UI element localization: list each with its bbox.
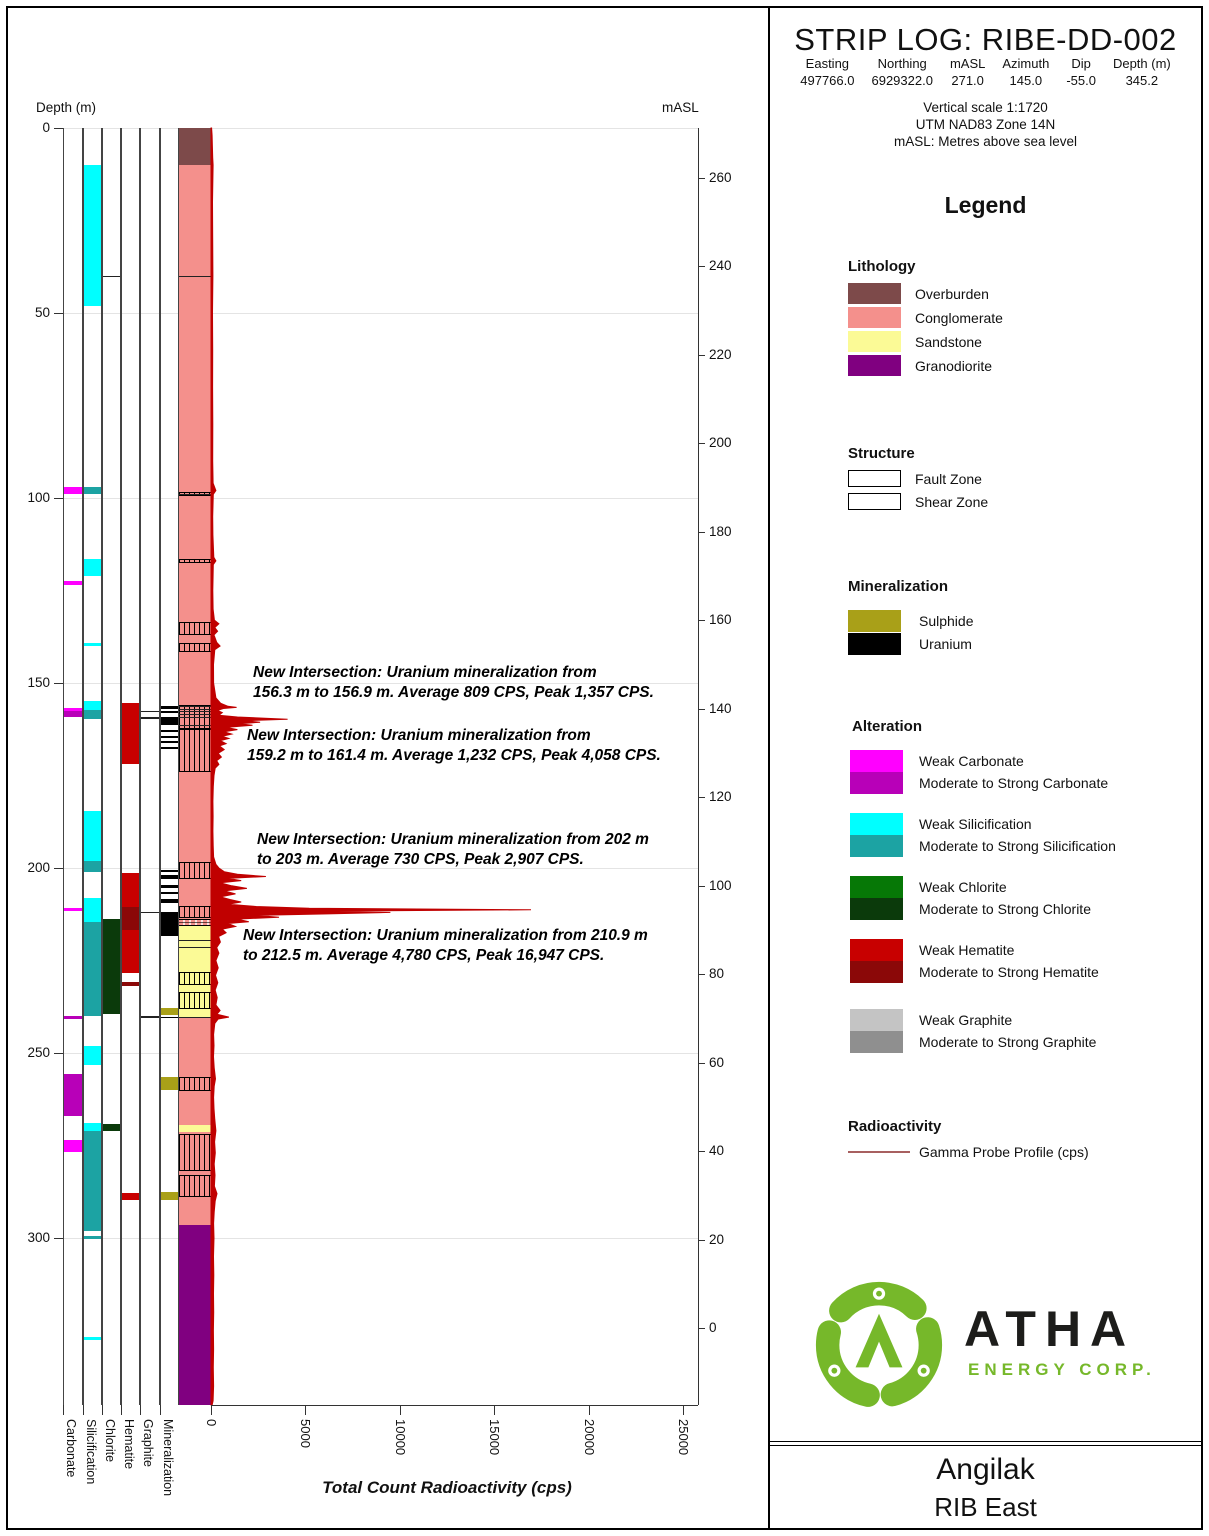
track-bottom-tick bbox=[121, 1405, 122, 1415]
carbonate-interval-weak bbox=[64, 908, 82, 910]
track-label-carbonate: Carbonate bbox=[64, 1419, 78, 1478]
structure-fault-zone bbox=[179, 643, 211, 651]
lithology-boundary-line bbox=[179, 706, 211, 707]
legend-swatch-strong-chlorite bbox=[850, 898, 903, 920]
mineralization-interval-uranium bbox=[161, 747, 178, 749]
legend-label-weak-hematite: Weak Hematite bbox=[919, 942, 1015, 958]
collar-field-label: mASL bbox=[949, 56, 986, 71]
intersection-annotation-2 bbox=[247, 726, 661, 766]
structure-fault-zone bbox=[179, 972, 211, 985]
cps-tick-label: 5000 bbox=[298, 1419, 313, 1448]
cps-tick bbox=[589, 1405, 590, 1415]
collar-field-value: -55.0 bbox=[1066, 72, 1096, 88]
legend-mineralization-heading: Mineralization bbox=[848, 578, 949, 595]
masl-tick-label: 240 bbox=[709, 258, 732, 273]
structure-fault-zone bbox=[179, 906, 211, 918]
masl-tick bbox=[698, 886, 705, 887]
masl-tick bbox=[698, 443, 705, 444]
collar-field-northing bbox=[871, 56, 932, 90]
annotation-line: to 212.5 m. Average 4,780 CPS, Peak 16,947 CPS. bbox=[243, 946, 605, 964]
masl-tick bbox=[698, 1328, 705, 1329]
masl-tick bbox=[698, 709, 705, 710]
masl-tick-label: 260 bbox=[709, 170, 732, 185]
legend-swatch-weak-silicification bbox=[850, 813, 903, 835]
legend-swatch-weak-chlorite bbox=[850, 876, 903, 898]
masl-tick bbox=[698, 355, 705, 356]
carbonate-interval-weak bbox=[64, 581, 82, 584]
legend-label-strong-hematite: Moderate to Strong Hematite bbox=[919, 964, 1099, 980]
graphite-interval-line bbox=[141, 1016, 159, 1017]
legend-swatch-conglomerate bbox=[848, 307, 901, 328]
panel-divider bbox=[768, 6, 770, 1528]
hematite-interval-weak bbox=[122, 930, 139, 973]
legend-label-weak-chlorite: Weak Chlorite bbox=[919, 879, 1007, 895]
depth-tick bbox=[54, 1053, 63, 1054]
lithology-boundary-line bbox=[179, 714, 211, 715]
track-hematite bbox=[121, 128, 140, 1405]
legend-swatch-strong-hematite bbox=[850, 961, 903, 983]
masl-tick-label: 60 bbox=[709, 1055, 725, 1070]
annotation-line: New Intersection: Uranium mineralization from bbox=[253, 664, 597, 681]
collar-field-label: Easting bbox=[805, 56, 850, 71]
collar-field-value: 497766.0 bbox=[800, 72, 855, 88]
legend-alteration-heading: Alteration bbox=[852, 718, 923, 735]
cps-tick-label: 20000 bbox=[582, 1419, 597, 1456]
silicification-interval-weak bbox=[84, 1046, 101, 1066]
depth-tick bbox=[54, 498, 63, 499]
silicification-interval-strong bbox=[84, 922, 101, 1016]
masl-tick-label: 120 bbox=[709, 789, 732, 804]
legend-structure-heading: Structure bbox=[848, 445, 915, 462]
depth-tick-label: 100 bbox=[27, 490, 50, 505]
cps-tick-label: 10000 bbox=[393, 1419, 408, 1456]
depth-tick bbox=[54, 128, 63, 129]
cps-axis-title: Total Count Radioactivity (cps) bbox=[322, 1478, 572, 1497]
collar-field-value: 271.0 bbox=[951, 72, 984, 88]
carbonate-interval-weak bbox=[64, 487, 82, 494]
cps-tick bbox=[494, 1405, 495, 1415]
collar-field-easting bbox=[800, 56, 854, 90]
intersection-annotation-4 bbox=[243, 926, 648, 966]
lithology-boundary-line bbox=[179, 940, 211, 941]
note-masl-def: mASL: Metres above sea level bbox=[893, 134, 1078, 149]
annotation-line: New Intersection: Uranium mineralization from bbox=[247, 727, 591, 744]
collar-field-label: Azimuth bbox=[1002, 56, 1050, 71]
depth-tick-label: 250 bbox=[27, 1045, 50, 1060]
track-carbonate bbox=[63, 128, 83, 1405]
intersection-annotation-3 bbox=[257, 830, 649, 870]
carbonate-interval-strong bbox=[64, 1016, 82, 1019]
structure-fault-zone bbox=[179, 1077, 211, 1091]
masl-tick bbox=[698, 1151, 705, 1152]
cps-tick bbox=[211, 1405, 212, 1415]
masl-tick-label: 200 bbox=[709, 435, 732, 450]
gamma-line-swatch bbox=[848, 1151, 910, 1153]
collar-field-value: 6929322.0 bbox=[871, 72, 933, 88]
legend-label-granodiorite: Granodiorite bbox=[915, 358, 993, 374]
footer-divider-bottom bbox=[770, 1445, 1201, 1446]
masl-tick bbox=[698, 1063, 705, 1064]
silicification-interval-weak bbox=[84, 701, 101, 711]
legend-label-strong-silicification: Moderate to Strong Silicification bbox=[919, 838, 1116, 854]
legend-swatch-shear-zone bbox=[848, 493, 901, 510]
lithology-interval-granodiorite bbox=[179, 1225, 211, 1405]
depth-tick-label: 150 bbox=[27, 675, 50, 690]
mineralization-interval-uranium bbox=[161, 706, 178, 708]
legend-label-fault-zone: Fault Zone bbox=[915, 471, 982, 487]
masl-tick-label: 140 bbox=[709, 701, 732, 716]
lithology-interval-conglomerate bbox=[179, 1017, 211, 1124]
mineralization-interval-uranium bbox=[161, 892, 178, 895]
masl-tick bbox=[698, 1240, 705, 1241]
masl-tick-label: 40 bbox=[709, 1143, 725, 1158]
depth-tick bbox=[54, 683, 63, 684]
lithology-boundary-line bbox=[179, 709, 211, 710]
graphite-interval-line bbox=[141, 717, 159, 718]
structure-fault-zone bbox=[179, 729, 211, 772]
depth-axis-title: Depth (m) bbox=[36, 100, 97, 115]
collar-field-dip bbox=[1066, 56, 1096, 90]
legend-swatch-granodiorite bbox=[848, 355, 901, 376]
mineralization-interval-uranium bbox=[161, 736, 178, 738]
mineralization-interval-uranium bbox=[161, 1017, 178, 1019]
collar-info-table bbox=[778, 56, 1193, 90]
masl-axis-line bbox=[698, 128, 699, 1405]
graphite-interval-line bbox=[141, 711, 159, 712]
cps-axis-line bbox=[211, 1405, 698, 1406]
carbonate-interval-strong bbox=[64, 1074, 82, 1115]
track-label-graphite: Graphite bbox=[141, 1419, 155, 1467]
footer-project: Angilak bbox=[936, 1453, 1035, 1486]
legend-swatch-weak-hematite bbox=[850, 939, 903, 961]
legend-label-overburden: Overburden bbox=[915, 286, 989, 302]
depth-tick-label: 300 bbox=[27, 1230, 50, 1245]
legend-label-sulphide: Sulphide bbox=[919, 613, 974, 629]
annotation-line: New Intersection: Uranium mineralization from 202 m bbox=[257, 831, 649, 848]
structure-fault-zone bbox=[179, 559, 211, 563]
legend-label-shear-zone: Shear Zone bbox=[915, 494, 989, 510]
collar-field-azimuth bbox=[1002, 56, 1049, 90]
collar-field-depthm bbox=[1113, 56, 1171, 90]
masl-tick bbox=[698, 797, 705, 798]
lithology-boundary-line bbox=[179, 717, 211, 718]
masl-tick bbox=[698, 532, 705, 533]
collar-field-value: 345.2 bbox=[1125, 72, 1159, 88]
legend-swatch-sandstone bbox=[848, 331, 901, 352]
cps-tick-label: 25000 bbox=[676, 1419, 691, 1456]
legend-swatch-fault-zone bbox=[848, 470, 901, 487]
silicification-interval-strong bbox=[84, 861, 101, 872]
mineralization-interval-uranium bbox=[161, 899, 178, 903]
track-label-silicification: Silicification bbox=[84, 1419, 98, 1485]
silicification-interval-weak bbox=[84, 811, 101, 861]
masl-tick bbox=[698, 620, 705, 621]
annotation-line: 159.2 m to 161.4 m. Average 1,232 CPS, Peak 4,058 CPS. bbox=[247, 746, 661, 764]
hematite-interval-weak bbox=[122, 1193, 139, 1200]
legend-radioactivity-heading: Radioactivity bbox=[848, 1118, 942, 1135]
silicification-interval-weak bbox=[84, 643, 101, 646]
graphite-interval-line bbox=[141, 912, 159, 913]
note-utm-zone: UTM NAD83 Zone 14N bbox=[915, 117, 1056, 132]
mineralization-interval-sulphide bbox=[161, 1192, 178, 1201]
masl-tick-label: 160 bbox=[709, 612, 732, 627]
carbonate-interval-strong bbox=[64, 711, 82, 717]
carbonate-interval-weak bbox=[64, 1140, 82, 1152]
lithology-interval-sandstone bbox=[179, 1125, 211, 1132]
collar-field-label: Dip bbox=[1071, 56, 1091, 71]
legend-lithology-heading: Lithology bbox=[848, 258, 916, 275]
silicification-interval-weak bbox=[84, 898, 101, 922]
mineralization-interval-uranium bbox=[161, 717, 178, 725]
depth-tick bbox=[54, 868, 63, 869]
legend-swatch-weak-carbonate bbox=[850, 750, 903, 772]
masl-tick bbox=[698, 974, 705, 975]
footer-area: RIB East bbox=[934, 1492, 1037, 1522]
silicification-interval-weak bbox=[84, 1337, 101, 1340]
lithology-boundary-line bbox=[179, 711, 211, 712]
masl-tick-label: 100 bbox=[709, 878, 732, 893]
chlorite-interval-line bbox=[103, 276, 120, 277]
hematite-interval-weak bbox=[122, 873, 139, 907]
structure-fault-zone bbox=[179, 622, 211, 635]
annotation-line: New Intersection: Uranium mineralization from 210.9 m bbox=[243, 927, 648, 944]
structure-fault-zone bbox=[179, 1134, 211, 1171]
masl-tick-label: 180 bbox=[709, 524, 732, 539]
track-label-chlorite: Chlorite bbox=[103, 1419, 117, 1463]
collar-field-label: Northing bbox=[877, 56, 927, 71]
lithology-boundary-line bbox=[179, 494, 211, 495]
track-mineralization bbox=[160, 128, 179, 1405]
cps-tick-label: 0 bbox=[204, 1419, 219, 1427]
silicification-interval-weak bbox=[84, 165, 101, 306]
atha-logo-icon bbox=[812, 1278, 946, 1412]
lithology-interval-overburden bbox=[179, 128, 211, 165]
track-bottom-tick bbox=[102, 1405, 103, 1415]
silicification-interval-strong bbox=[84, 487, 101, 494]
legend-radioactivity-label: Gamma Probe Profile (cps) bbox=[919, 1144, 1089, 1160]
intersection-annotation-1 bbox=[253, 663, 654, 703]
atha-logo-subtitle: ENERGY CORP. bbox=[968, 1360, 1156, 1379]
track-bottom-tick bbox=[63, 1405, 64, 1415]
silicification-interval-weak bbox=[84, 1123, 101, 1132]
mineralization-interval-uranium bbox=[161, 870, 178, 872]
mineralization-interval-uranium bbox=[161, 711, 178, 713]
structure-shear-zone bbox=[179, 919, 211, 925]
masl-tick bbox=[698, 178, 705, 179]
cps-tick bbox=[400, 1405, 401, 1415]
annotation-line: to 203 m. Average 730 CPS, Peak 2,907 CPS. bbox=[257, 850, 584, 868]
mineralization-interval-uranium bbox=[161, 730, 178, 732]
lithology-boundary-line bbox=[179, 1017, 211, 1018]
depth-tick-label: 50 bbox=[34, 305, 50, 320]
collar-field-value: 145.0 bbox=[1009, 72, 1043, 88]
masl-tick-label: 80 bbox=[709, 966, 725, 981]
collar-field-masl bbox=[950, 56, 985, 90]
mineralization-interval-uranium bbox=[161, 875, 178, 879]
footer-divider-top bbox=[770, 1441, 1201, 1442]
mineralization-interval-sulphide bbox=[161, 1008, 178, 1015]
annotation-line: 156.3 m to 156.9 m. Average 809 CPS, Peak 1,357 CPS. bbox=[253, 683, 654, 701]
masl-tick bbox=[698, 266, 705, 267]
structure-fault-zone bbox=[179, 862, 211, 879]
legend-swatch-strong-graphite bbox=[850, 1031, 903, 1053]
lithology-boundary-line bbox=[179, 725, 211, 726]
silicification-interval-strong bbox=[84, 710, 101, 718]
hematite-interval-strong bbox=[122, 982, 139, 986]
lithology-interval-conglomerate bbox=[179, 165, 211, 926]
legend-swatch-weak-graphite bbox=[850, 1009, 903, 1031]
masl-tick-label: 0 bbox=[709, 1320, 717, 1335]
page-title: STRIP LOG: RIBE-DD-002 bbox=[794, 22, 1177, 57]
legend-label-weak-carbonate: Weak Carbonate bbox=[919, 753, 1024, 769]
legend-label-strong-carbonate: Moderate to Strong Carbonate bbox=[919, 775, 1109, 791]
track-bottom-tick bbox=[83, 1405, 84, 1415]
masl-tick-label: 20 bbox=[709, 1232, 725, 1247]
legend-swatch-strong-carbonate bbox=[850, 772, 903, 794]
depth-tick bbox=[54, 313, 63, 314]
depth-tick-label: 200 bbox=[27, 860, 50, 875]
silicification-interval-strong bbox=[84, 1236, 101, 1239]
legend-label-conglomerate: Conglomerate bbox=[915, 310, 1003, 326]
depth-tick-label: 0 bbox=[42, 120, 50, 135]
legend-label-weak-silicification: Weak Silicification bbox=[919, 816, 1032, 832]
masl-axis-title: mASL bbox=[662, 100, 699, 115]
hematite-interval-weak bbox=[122, 703, 139, 765]
legend-swatch-overburden bbox=[848, 283, 901, 304]
track-chlorite bbox=[102, 128, 121, 1405]
atha-logo-wordmark: ATHA bbox=[964, 1301, 1136, 1357]
mineralization-interval-uranium bbox=[161, 741, 178, 743]
structure-fault-zone bbox=[179, 992, 211, 1009]
track-graphite bbox=[140, 128, 160, 1405]
legend-label-strong-graphite: Moderate to Strong Graphite bbox=[919, 1034, 1097, 1050]
legend-swatch-strong-silicification bbox=[850, 835, 903, 857]
legend-label-uranium: Uranium bbox=[919, 636, 972, 652]
mineralization-interval-sulphide bbox=[161, 1077, 178, 1090]
mineralization-interval-uranium bbox=[161, 912, 178, 935]
track-bottom-tick bbox=[140, 1405, 141, 1415]
masl-tick-label: 220 bbox=[709, 347, 732, 362]
cps-tick bbox=[683, 1405, 684, 1415]
silicification-interval-strong bbox=[84, 1131, 101, 1230]
gamma-probe-profile bbox=[211, 128, 698, 1405]
lithology-boundary-line bbox=[179, 947, 211, 948]
cps-tick bbox=[305, 1405, 306, 1415]
chlorite-interval-strong bbox=[103, 919, 120, 1014]
legend-label-strong-chlorite: Moderate to Strong Chlorite bbox=[919, 901, 1091, 917]
legend-swatch-sulphide bbox=[848, 610, 901, 632]
collar-field-label: Depth (m) bbox=[1112, 56, 1171, 71]
lithology-boundary-line bbox=[179, 276, 211, 277]
legend-title: Legend bbox=[944, 192, 1027, 218]
legend-swatch-uranium bbox=[848, 633, 901, 655]
track-label-hematite: Hematite bbox=[122, 1419, 136, 1470]
mineralization-interval-uranium bbox=[161, 885, 178, 888]
legend-label-weak-graphite: Weak Graphite bbox=[919, 1012, 1013, 1028]
chlorite-interval-strong bbox=[103, 1124, 120, 1131]
track-label-mineralization: Mineralization bbox=[161, 1419, 175, 1497]
hematite-interval-strong bbox=[122, 907, 139, 930]
cps-tick-label: 15000 bbox=[487, 1419, 502, 1456]
depth-tick bbox=[54, 1238, 63, 1239]
structure-fault-zone bbox=[179, 1175, 211, 1197]
track-bottom-tick bbox=[160, 1405, 161, 1415]
note-vertical-scale: Vertical scale 1:1720 bbox=[923, 100, 1048, 115]
atha-logo bbox=[812, 1278, 1192, 1428]
legend-label-sandstone: Sandstone bbox=[915, 334, 982, 350]
silicification-interval-weak bbox=[84, 559, 101, 576]
